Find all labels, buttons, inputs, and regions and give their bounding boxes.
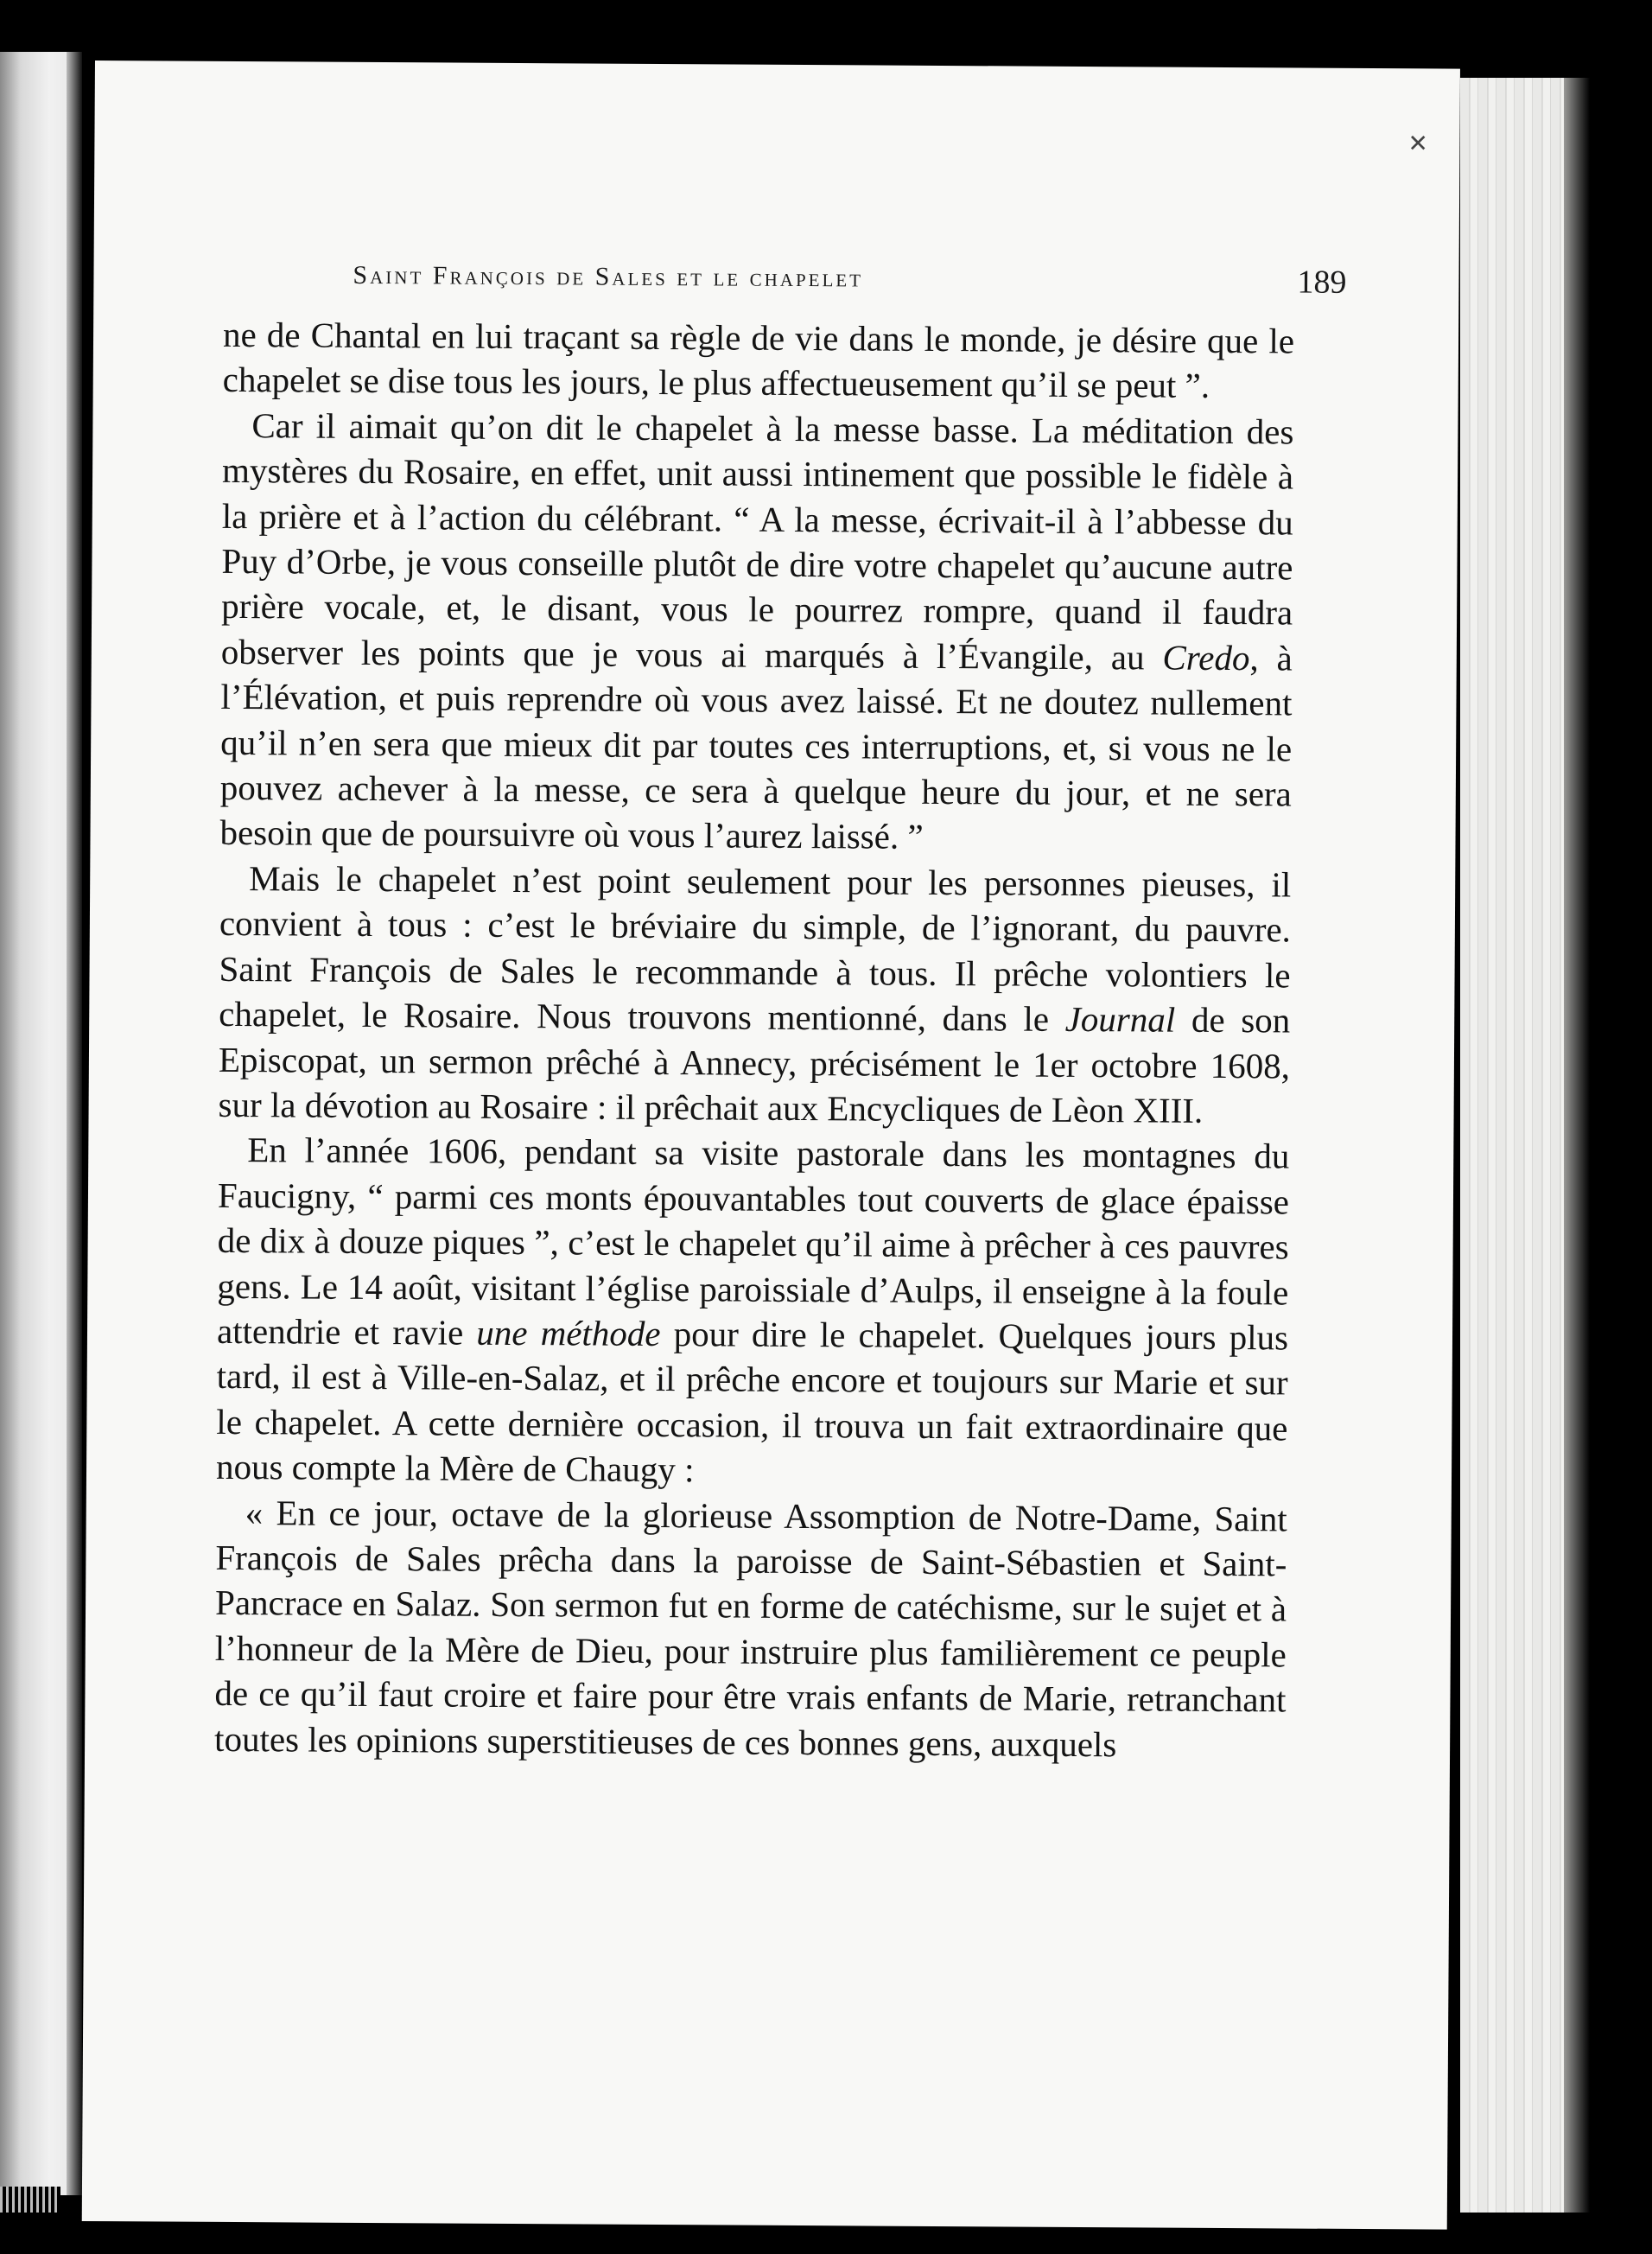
italic-term: Journal xyxy=(1064,998,1176,1040)
paragraph-text: ne de Chantal en lui traçant sa règle de vie dans le monde, je désire que le chapelet se dise tous les jours, le plus affectueusement qu’il se peut ”. xyxy=(222,314,1295,406)
paragraph-text: Car il aimait qu’on dit le chapelet à la messe basse. La méditation des mystères du Rosaire, en effet, unit aussi intinement que possible le fidèle à la prière et à l’action du célébrant. “ A la messe, écrivait-il à l’abbesse du Puy d’Orbe, je vous conseille plutôt de dire votre chapelet qu’aucune autre prière vocale, et, le disant, vous le pourrez rompre, quand il faudra observer les points que je vous ai marqués à l’Évangile, au xyxy=(220,404,1294,678)
italic-term: une méthode xyxy=(476,1312,661,1353)
paragraph-text: En l’année 1606, pendant sa visite pastorale dans les montagnes du Faucigny, “ parmi ces monts épouvantables tout couverts de glace épaisse de dix à douze piques ”, c’est le chapelet qu’il aime à prêcher à ces pauvres gens. Le 14 août, visitant l’église paroissiale d’Aulps, il enseigne à la foule attendrie et ravie xyxy=(216,1130,1290,1353)
page-header xyxy=(353,260,1347,301)
paragraph-text: « En ce jour, octave de la glorieuse Assomption de Notre-Dame, Saint François de Sales prêcha dans la paroisse de Saint-Sébastien et Saint-Pancrace en Salaz. Son sermon fut en forme de catéchisme, sur le sujet et à l’honneur de la Mère de Dieu, pour instruire plus familièrement ce peuple de ce qu’il faut croire et faire pour être vrais enfants de Marie, retranchant toutes les opinions superstitieuses de ces bonnes gens, auxquels xyxy=(214,1492,1287,1764)
running-title: Saint François de Sales et le chapelet xyxy=(353,260,864,293)
paragraph-text: pour dire le chapelet. Quelques jours plus tard, il est à Ville-en-Salaz, et il prêche encore et toujours sur Marie et sur le chapelet. A cette dernière occasion, il trouva un fait extraordinaire que nous compte la Mère de Chaugy : xyxy=(215,1313,1289,1490)
book-page xyxy=(82,60,1460,2230)
film-edge-marks xyxy=(0,2187,60,2213)
paragraph-5 xyxy=(214,1489,1287,1767)
italic-term: Credo xyxy=(1162,637,1250,678)
body-text xyxy=(214,312,1294,1768)
paragraph-3 xyxy=(218,856,1291,1134)
corner-mark-icon: ✕ xyxy=(1407,129,1429,158)
paragraph-text: , à l’Élévation, et puis reprendre où vous avez laissé. Et ne doutez nullement qu’il n’en sera que mieux dit par toutes ces interruptions, et, si vous ne le pouvez achever à la messe, ce sera à quelque heure du jour, et ne sera besoin que de poursuivre où vous l’aurez laissé. ” xyxy=(219,638,1293,857)
paragraph-4 xyxy=(216,1127,1290,1496)
paragraph-text: de son Episcopat, un sermon prêché à Annecy, précisément le 1er octobre 1608, sur la dévotion au Rosaire : il prêchait aux Encycliques de Lèon XIII. xyxy=(218,999,1291,1130)
paragraph-text: Mais le chapelet n’est point seulement pour les personnes pieuses, il convient à tous : c’est le bréviaire du simple, de l’ignorant, du pauvre. Saint François de Sales le recommande à tous. Il prêche volontiers le chapelet, le Rosaire. Nous trouvons mentionné, dans le xyxy=(219,857,1292,1039)
paragraph-1 xyxy=(223,312,1295,409)
left-page-edge xyxy=(0,52,82,2195)
page-stack-edges xyxy=(1460,78,1573,2213)
page-number: 189 xyxy=(1297,264,1347,301)
paragraph-2 xyxy=(219,403,1293,863)
